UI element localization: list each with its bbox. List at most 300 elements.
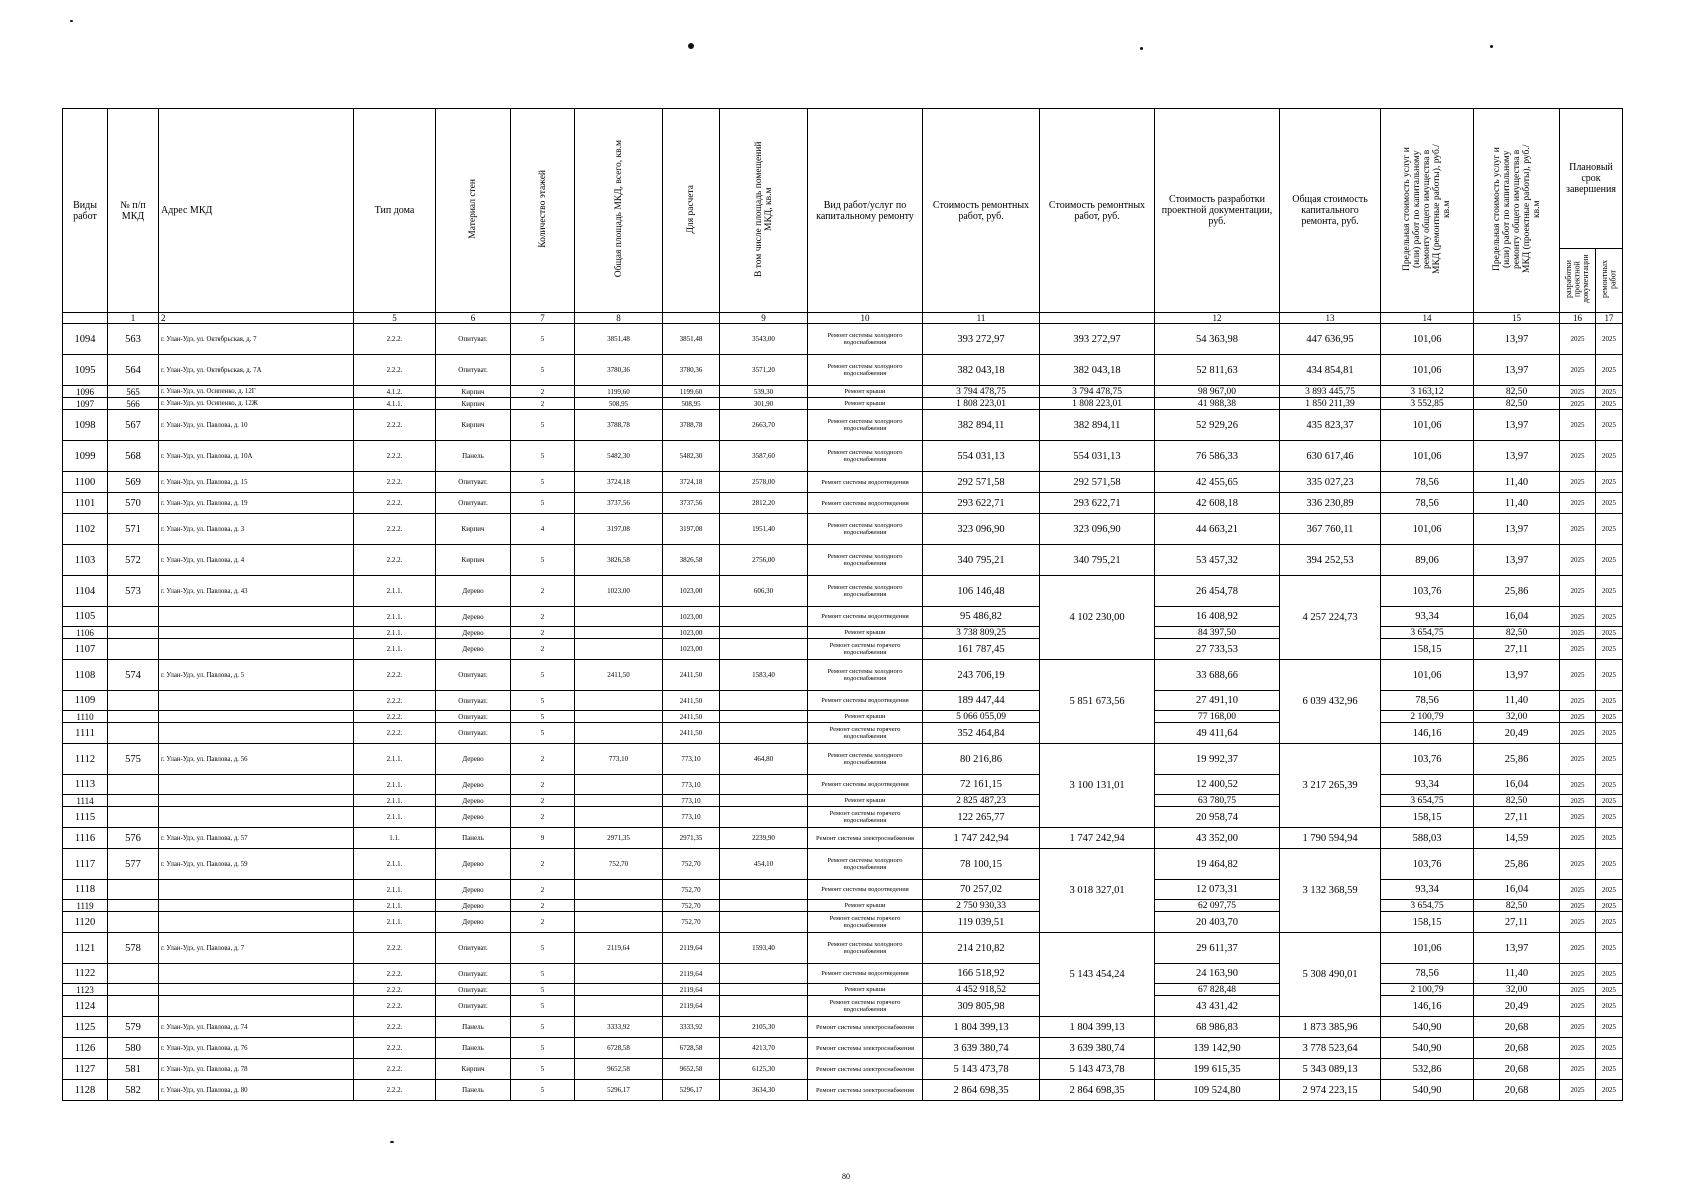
repair-cost-total-cell: 3 639 380,74 bbox=[1040, 1038, 1155, 1059]
wall-material-cell: Дерево bbox=[436, 576, 511, 607]
table-row bbox=[63, 627, 1623, 639]
table-row bbox=[63, 933, 1623, 964]
work-type-cell: Ремонт крыши bbox=[808, 984, 923, 996]
repair-cost-total-cell: 323 096,90 bbox=[1040, 514, 1155, 545]
premises-area-cell bbox=[720, 607, 808, 627]
work-number-cell: 1119 bbox=[63, 900, 108, 912]
work-type-cell: Ремонт крыши bbox=[808, 398, 923, 410]
floors-cell: 5 bbox=[511, 1080, 575, 1101]
total-area-cell bbox=[575, 775, 663, 795]
design-cost-cell: 43 352,00 bbox=[1155, 828, 1280, 849]
repair-limit-cell: 540,90 bbox=[1381, 1080, 1474, 1101]
calc-area-cell: 773,10 bbox=[663, 744, 720, 775]
design-limit-cell: 11,40 bbox=[1474, 964, 1560, 984]
repair-deadline-cell: 2025 bbox=[1596, 1017, 1623, 1038]
repair-cost-total-cell: 340 795,21 bbox=[1040, 545, 1155, 576]
wall-material-cell: Дерево bbox=[436, 775, 511, 795]
address-cell: г. Улан-Удэ, ул. Осипенко, д. 12Г bbox=[159, 386, 354, 398]
scan-speck bbox=[1490, 45, 1493, 48]
total-cost-cell: 630 617,46 bbox=[1280, 441, 1381, 472]
table-row bbox=[63, 1017, 1623, 1038]
address-cell bbox=[159, 996, 354, 1017]
repair-limit-cell: 146,16 bbox=[1381, 723, 1474, 744]
design-deadline-cell: 2025 bbox=[1560, 744, 1596, 775]
work-number-cell: 1120 bbox=[63, 912, 108, 933]
wall-material-cell: Дерево bbox=[436, 807, 511, 828]
design-deadline-cell: 2025 bbox=[1560, 1017, 1596, 1038]
design-limit-cell: 16,04 bbox=[1474, 607, 1560, 627]
building-number-cell: 570 bbox=[108, 493, 159, 514]
work-type-cell: Ремонт системы холодного водоснабжения bbox=[808, 576, 923, 607]
building-number-cell bbox=[108, 691, 159, 711]
wall-material-cell: Опитуват. bbox=[436, 984, 511, 996]
total-cost-cell: 394 252,53 bbox=[1280, 545, 1381, 576]
table-row bbox=[63, 660, 1623, 691]
floors-cell: 5 bbox=[511, 545, 575, 576]
calc-area-cell: 2119,64 bbox=[663, 984, 720, 996]
calc-area-cell: 5482,30 bbox=[663, 441, 720, 472]
total-area-cell: 3826,58 bbox=[575, 545, 663, 576]
design-cost-cell: 109 524,80 bbox=[1155, 1080, 1280, 1101]
repair-deadline-cell: 2025 bbox=[1596, 1038, 1623, 1059]
total-cost-cell: 3 217 265,39 bbox=[1280, 744, 1381, 828]
house-type-cell: 4.1.1. bbox=[354, 398, 436, 410]
address-cell bbox=[159, 627, 354, 639]
premises-area-cell bbox=[720, 984, 808, 996]
work-type-cell: Ремонт системы горячего водоснабжения bbox=[808, 912, 923, 933]
header-cell: ремонтных работ bbox=[1596, 249, 1623, 313]
address-cell: г. Улан-Удэ, ул. Павлова, д. 76 bbox=[159, 1038, 354, 1059]
work-number-cell: 1118 bbox=[63, 880, 108, 900]
calc-area-cell: 1023,00 bbox=[663, 576, 720, 607]
design-cost-cell: 42 608,18 bbox=[1155, 493, 1280, 514]
design-deadline-cell: 2025 bbox=[1560, 933, 1596, 964]
table-row bbox=[63, 691, 1623, 711]
repair-cost-cell: 1 804 399,13 bbox=[923, 1017, 1040, 1038]
floors-cell: 4 bbox=[511, 514, 575, 545]
building-number-cell: 576 bbox=[108, 828, 159, 849]
work-number-cell: 1095 bbox=[63, 355, 108, 386]
premises-area-cell bbox=[720, 691, 808, 711]
design-deadline-cell: 2025 bbox=[1560, 398, 1596, 410]
address-cell bbox=[159, 691, 354, 711]
design-deadline-cell: 2025 bbox=[1560, 545, 1596, 576]
floors-cell: 5 bbox=[511, 1017, 575, 1038]
repair-cost-cell: 323 096,90 bbox=[923, 514, 1040, 545]
design-cost-cell: 199 615,35 bbox=[1155, 1059, 1280, 1080]
repair-limit-cell: 93,34 bbox=[1381, 775, 1474, 795]
design-cost-cell: 54 363,98 bbox=[1155, 324, 1280, 355]
wall-material-cell: Опитуват. bbox=[436, 493, 511, 514]
repair-cost-cell: 80 216,86 bbox=[923, 744, 1040, 775]
index-cell: 10 bbox=[808, 313, 923, 324]
work-type-cell: Ремонт крыши bbox=[808, 900, 923, 912]
design-limit-cell: 82,50 bbox=[1474, 386, 1560, 398]
repair-cost-total-cell: 5 143 454,24 bbox=[1040, 933, 1155, 1017]
repair-cost-total-cell: 5 851 673,56 bbox=[1040, 660, 1155, 744]
premises-area-cell: 2105,30 bbox=[720, 1017, 808, 1038]
design-cost-cell: 19 992,37 bbox=[1155, 744, 1280, 775]
total-area-cell: 5296,17 bbox=[575, 1080, 663, 1101]
table-row bbox=[63, 324, 1623, 355]
wall-material-cell: Кирпич bbox=[436, 398, 511, 410]
repair-cost-cell: 5 066 055,09 bbox=[923, 711, 1040, 723]
header-cell: Количество этажей bbox=[511, 109, 575, 313]
wall-material-cell: Опитуват. bbox=[436, 933, 511, 964]
repair-cost-cell: 166 518,92 bbox=[923, 964, 1040, 984]
header-cell: Стоимость ремонтных работ, руб. bbox=[923, 109, 1040, 313]
work-type-cell: Ремонт системы водоотведения bbox=[808, 607, 923, 627]
address-cell: г. Улан-Удэ, ул. Павлова, д. 78 bbox=[159, 1059, 354, 1080]
floors-cell: 2 bbox=[511, 607, 575, 627]
design-cost-cell: 24 163,90 bbox=[1155, 964, 1280, 984]
wall-material-cell: Панель bbox=[436, 1017, 511, 1038]
building-number-cell: 563 bbox=[108, 324, 159, 355]
building-number-cell bbox=[108, 775, 159, 795]
design-deadline-cell: 2025 bbox=[1560, 775, 1596, 795]
design-deadline-cell: 2025 bbox=[1560, 355, 1596, 386]
building-number-cell: 580 bbox=[108, 1038, 159, 1059]
repair-deadline-cell: 2025 bbox=[1596, 545, 1623, 576]
calc-area-cell: 3333,92 bbox=[663, 1017, 720, 1038]
repair-cost-cell: 309 805,98 bbox=[923, 996, 1040, 1017]
wall-material-cell: Кирпич bbox=[436, 1059, 511, 1080]
work-type-cell: Ремонт системы холодного водоснабжения bbox=[808, 849, 923, 880]
table-row bbox=[63, 775, 1623, 795]
wall-material-cell: Кирпич bbox=[436, 386, 511, 398]
repair-deadline-cell: 2025 bbox=[1596, 723, 1623, 744]
design-deadline-cell: 2025 bbox=[1560, 410, 1596, 441]
design-limit-cell: 13,97 bbox=[1474, 514, 1560, 545]
address-cell bbox=[159, 723, 354, 744]
floors-cell: 2 bbox=[511, 795, 575, 807]
work-number-cell: 1121 bbox=[63, 933, 108, 964]
house-type-cell: 2.2.2. bbox=[354, 514, 436, 545]
page-number: 80 bbox=[842, 1172, 850, 1181]
calc-area-cell: 6728,58 bbox=[663, 1038, 720, 1059]
header-cell: В том числе площадь помещений МКД, кв.м bbox=[720, 109, 808, 313]
address-cell bbox=[159, 607, 354, 627]
floors-cell: 2 bbox=[511, 398, 575, 410]
work-number-cell: 1112 bbox=[63, 744, 108, 775]
repair-cost-total-cell: 1 804 399,13 bbox=[1040, 1017, 1155, 1038]
work-type-cell: Ремонт системы горячего водоснабжения bbox=[808, 807, 923, 828]
building-number-cell: 571 bbox=[108, 514, 159, 545]
repair-limit-cell: 540,90 bbox=[1381, 1038, 1474, 1059]
total-cost-cell: 1 790 594,94 bbox=[1280, 828, 1381, 849]
work-type-cell: Ремонт системы холодного водоснабжения bbox=[808, 441, 923, 472]
calc-area-cell: 1199,60 bbox=[663, 386, 720, 398]
floors-cell: 5 bbox=[511, 472, 575, 493]
repair-cost-total-cell: 292 571,58 bbox=[1040, 472, 1155, 493]
repair-limit-cell: 93,34 bbox=[1381, 880, 1474, 900]
work-number-cell: 1116 bbox=[63, 828, 108, 849]
floors-cell: 5 bbox=[511, 996, 575, 1017]
index-cell: 7 bbox=[511, 313, 575, 324]
house-type-cell: 1.1. bbox=[354, 828, 436, 849]
address-cell: г. Улан-Удэ, ул. Павлова, д. 43 bbox=[159, 576, 354, 607]
design-deadline-cell: 2025 bbox=[1560, 828, 1596, 849]
work-number-cell: 1124 bbox=[63, 996, 108, 1017]
total-cost-cell: 4 257 224,73 bbox=[1280, 576, 1381, 660]
design-deadline-cell: 2025 bbox=[1560, 514, 1596, 545]
floors-cell: 2 bbox=[511, 639, 575, 660]
address-cell: г. Улан-Удэ, ул. Павлова, д. 56 bbox=[159, 744, 354, 775]
building-number-cell bbox=[108, 996, 159, 1017]
work-number-cell: 1097 bbox=[63, 398, 108, 410]
table-row bbox=[63, 723, 1623, 744]
building-number-cell bbox=[108, 880, 159, 900]
repair-cost-cell: 3 639 380,74 bbox=[923, 1038, 1040, 1059]
design-cost-cell: 26 454,78 bbox=[1155, 576, 1280, 607]
total-area-cell bbox=[575, 607, 663, 627]
wall-material-cell: Дерево bbox=[436, 900, 511, 912]
design-limit-cell: 27,11 bbox=[1474, 639, 1560, 660]
building-number-cell bbox=[108, 900, 159, 912]
house-type-cell: 2.1.1. bbox=[354, 775, 436, 795]
header-cell: № п/п МКД bbox=[108, 109, 159, 313]
premises-area-cell: 2812,20 bbox=[720, 493, 808, 514]
design-cost-cell: 62 097,75 bbox=[1155, 900, 1280, 912]
repair-limit-cell: 78,56 bbox=[1381, 493, 1474, 514]
repair-deadline-cell: 2025 bbox=[1596, 472, 1623, 493]
address-cell bbox=[159, 775, 354, 795]
total-cost-cell: 1 850 211,39 bbox=[1280, 398, 1381, 410]
wall-material-cell: Опитуват. bbox=[436, 711, 511, 723]
repair-deadline-cell: 2025 bbox=[1596, 355, 1623, 386]
design-limit-cell: 25,86 bbox=[1474, 576, 1560, 607]
work-number-cell: 1105 bbox=[63, 607, 108, 627]
building-number-cell: 572 bbox=[108, 545, 159, 576]
repair-limit-cell: 3 163,12 bbox=[1381, 386, 1474, 398]
repair-cost-total-cell: 393 272,97 bbox=[1040, 324, 1155, 355]
table-row bbox=[63, 1080, 1623, 1101]
repair-cost-cell: 78 100,15 bbox=[923, 849, 1040, 880]
design-deadline-cell: 2025 bbox=[1560, 576, 1596, 607]
index-cell: 6 bbox=[436, 313, 511, 324]
repair-deadline-cell: 2025 bbox=[1596, 576, 1623, 607]
design-limit-cell: 11,40 bbox=[1474, 472, 1560, 493]
floors-cell: 2 bbox=[511, 900, 575, 912]
calc-area-cell: 752,70 bbox=[663, 849, 720, 880]
total-area-cell: 5482,30 bbox=[575, 441, 663, 472]
address-cell: г. Улан-Удэ, ул. Октябрьская, д. 7 bbox=[159, 324, 354, 355]
repair-deadline-cell: 2025 bbox=[1596, 324, 1623, 355]
premises-area-cell bbox=[720, 807, 808, 828]
floors-cell: 5 bbox=[511, 493, 575, 514]
design-deadline-cell: 2025 bbox=[1560, 880, 1596, 900]
building-number-cell: 574 bbox=[108, 660, 159, 691]
header-cell: Стоимость ремонтных работ, руб. bbox=[1040, 109, 1155, 313]
repair-deadline-cell: 2025 bbox=[1596, 691, 1623, 711]
design-deadline-cell: 2025 bbox=[1560, 607, 1596, 627]
total-area-cell: 2119,64 bbox=[575, 933, 663, 964]
address-cell: г. Улан-Удэ, ул. Павлова, д. 57 bbox=[159, 828, 354, 849]
repair-limit-cell: 101,06 bbox=[1381, 660, 1474, 691]
repair-deadline-cell: 2025 bbox=[1596, 775, 1623, 795]
table-row bbox=[63, 1059, 1623, 1080]
address-cell: г. Улан-Удэ, ул. Павлова, д. 4 bbox=[159, 545, 354, 576]
table-row bbox=[63, 576, 1623, 607]
premises-area-cell bbox=[720, 900, 808, 912]
work-type-cell: Ремонт системы холодного водоснабжения bbox=[808, 410, 923, 441]
floors-cell: 5 bbox=[511, 691, 575, 711]
house-type-cell: 2.2.2. bbox=[354, 1038, 436, 1059]
house-type-cell: 2.2.2. bbox=[354, 1017, 436, 1038]
design-cost-cell: 52 811,63 bbox=[1155, 355, 1280, 386]
design-cost-cell: 20 958,74 bbox=[1155, 807, 1280, 828]
calc-area-cell: 2411,50 bbox=[663, 723, 720, 744]
floors-cell: 9 bbox=[511, 828, 575, 849]
total-cost-cell: 5 308 490,01 bbox=[1280, 933, 1381, 1017]
work-number-cell: 1114 bbox=[63, 795, 108, 807]
building-number-cell bbox=[108, 807, 159, 828]
header-cell: Виды работ bbox=[63, 109, 108, 313]
repair-deadline-cell: 2025 bbox=[1596, 795, 1623, 807]
repair-cost-cell: 214 210,82 bbox=[923, 933, 1040, 964]
design-cost-cell: 42 455,65 bbox=[1155, 472, 1280, 493]
house-type-cell: 2.1.1. bbox=[354, 795, 436, 807]
design-cost-cell: 29 611,37 bbox=[1155, 933, 1280, 964]
design-deadline-cell: 2025 bbox=[1560, 493, 1596, 514]
design-limit-cell: 11,40 bbox=[1474, 691, 1560, 711]
wall-material-cell: Дерево bbox=[436, 627, 511, 639]
house-type-cell: 2.1.1. bbox=[354, 880, 436, 900]
total-area-cell: 2971,35 bbox=[575, 828, 663, 849]
work-number-cell: 1096 bbox=[63, 386, 108, 398]
calc-area-cell: 9652,58 bbox=[663, 1059, 720, 1080]
table-row bbox=[63, 912, 1623, 933]
work-type-cell: Ремонт системы электроснабжения bbox=[808, 828, 923, 849]
total-area-cell bbox=[575, 639, 663, 660]
work-type-cell: Ремонт системы холодного водоснабжения bbox=[808, 660, 923, 691]
calc-area-cell: 2411,50 bbox=[663, 691, 720, 711]
work-type-cell: Ремонт системы электроснабжения bbox=[808, 1059, 923, 1080]
total-area-cell: 1023,00 bbox=[575, 576, 663, 607]
repair-deadline-cell: 2025 bbox=[1596, 964, 1623, 984]
repair-limit-cell: 103,76 bbox=[1381, 576, 1474, 607]
premises-area-cell: 6125,30 bbox=[720, 1059, 808, 1080]
floors-cell: 5 bbox=[511, 355, 575, 386]
repair-deadline-cell: 2025 bbox=[1596, 386, 1623, 398]
repair-cost-cell: 70 257,02 bbox=[923, 880, 1040, 900]
table-row bbox=[63, 984, 1623, 996]
repair-cost-cell: 2 750 930,33 bbox=[923, 900, 1040, 912]
design-cost-cell: 27 491,10 bbox=[1155, 691, 1280, 711]
work-number-cell: 1111 bbox=[63, 723, 108, 744]
total-area-cell bbox=[575, 691, 663, 711]
address-cell: г. Улан-Удэ, ул. Павлова, д. 10 bbox=[159, 410, 354, 441]
repair-limit-cell: 540,90 bbox=[1381, 1017, 1474, 1038]
house-type-cell: 2.2.2. bbox=[354, 660, 436, 691]
building-number-cell: 578 bbox=[108, 933, 159, 964]
design-deadline-cell: 2025 bbox=[1560, 964, 1596, 984]
design-cost-cell: 77 168,00 bbox=[1155, 711, 1280, 723]
premises-area-cell: 3571,20 bbox=[720, 355, 808, 386]
work-number-cell: 1122 bbox=[63, 964, 108, 984]
header-cell: Общая стоимость капитального ремонта, руб. bbox=[1280, 109, 1381, 313]
house-type-cell: 2.1.1. bbox=[354, 744, 436, 775]
work-number-cell: 1099 bbox=[63, 441, 108, 472]
repair-cost-total-cell: 4 102 230,00 bbox=[1040, 576, 1155, 660]
building-number-cell bbox=[108, 627, 159, 639]
design-limit-cell: 27,11 bbox=[1474, 912, 1560, 933]
address-cell bbox=[159, 964, 354, 984]
repair-cost-cell: 3 738 809,25 bbox=[923, 627, 1040, 639]
house-type-cell: 2.1.1. bbox=[354, 807, 436, 828]
floors-cell: 5 bbox=[511, 1059, 575, 1080]
floors-cell: 2 bbox=[511, 627, 575, 639]
address-cell bbox=[159, 807, 354, 828]
repair-cost-cell: 5 143 473,78 bbox=[923, 1059, 1040, 1080]
building-number-cell: 573 bbox=[108, 576, 159, 607]
header-cell: Предельная стоимость услуг и (или) работ по капитальному ремонту общего имущества в МКД (ремонтные работы), руб./кв.м bbox=[1381, 109, 1474, 313]
repair-limit-cell: 158,15 bbox=[1381, 639, 1474, 660]
header-cell: Стоимость разработки проектной документации, руб. bbox=[1155, 109, 1280, 313]
wall-material-cell: Панель bbox=[436, 441, 511, 472]
table-row bbox=[63, 744, 1623, 775]
repair-cost-cell: 95 486,82 bbox=[923, 607, 1040, 627]
design-cost-cell: 27 733,53 bbox=[1155, 639, 1280, 660]
design-cost-cell: 16 408,92 bbox=[1155, 607, 1280, 627]
repair-deadline-cell: 2025 bbox=[1596, 639, 1623, 660]
floors-cell: 2 bbox=[511, 386, 575, 398]
calc-area-cell: 752,70 bbox=[663, 880, 720, 900]
repair-limit-cell: 532,86 bbox=[1381, 1059, 1474, 1080]
wall-material-cell: Опитуват. bbox=[436, 996, 511, 1017]
premises-area-cell bbox=[720, 711, 808, 723]
design-limit-cell: 32,00 bbox=[1474, 711, 1560, 723]
work-type-cell: Ремонт крыши bbox=[808, 795, 923, 807]
building-number-cell bbox=[108, 723, 159, 744]
index-cell bbox=[663, 313, 720, 324]
header-cell: Общая площадь МКД, всего, кв.м bbox=[575, 109, 663, 313]
wall-material-cell: Опитуват. bbox=[436, 660, 511, 691]
total-area-cell: 1199,60 bbox=[575, 386, 663, 398]
design-limit-cell: 13,97 bbox=[1474, 660, 1560, 691]
address-cell: г. Улан-Удэ, ул. Октябрьская, д. 7А bbox=[159, 355, 354, 386]
repair-cost-cell: 3 794 478,75 bbox=[923, 386, 1040, 398]
repair-limit-cell: 101,06 bbox=[1381, 441, 1474, 472]
total-cost-cell: 2 974 223,15 bbox=[1280, 1080, 1381, 1101]
floors-cell: 5 bbox=[511, 933, 575, 964]
work-number-cell: 1106 bbox=[63, 627, 108, 639]
address-cell bbox=[159, 900, 354, 912]
repair-deadline-cell: 2025 bbox=[1596, 912, 1623, 933]
work-number-cell: 1107 bbox=[63, 639, 108, 660]
wall-material-cell: Панель bbox=[436, 828, 511, 849]
house-type-cell: 2.1.1. bbox=[354, 607, 436, 627]
work-type-cell: Ремонт системы горячего водоснабжения bbox=[808, 639, 923, 660]
index-cell bbox=[63, 313, 108, 324]
wall-material-cell: Опитуват. bbox=[436, 691, 511, 711]
repair-cost-cell: 393 272,97 bbox=[923, 324, 1040, 355]
design-limit-cell: 11,40 bbox=[1474, 493, 1560, 514]
design-deadline-cell: 2025 bbox=[1560, 912, 1596, 933]
header-row bbox=[63, 109, 1623, 249]
design-cost-cell: 43 431,42 bbox=[1155, 996, 1280, 1017]
repair-limit-cell: 101,06 bbox=[1381, 514, 1474, 545]
floors-cell: 5 bbox=[511, 410, 575, 441]
premises-area-cell: 1593,40 bbox=[720, 933, 808, 964]
repair-cost-total-cell: 293 622,71 bbox=[1040, 493, 1155, 514]
repair-limit-cell: 2 100,79 bbox=[1381, 711, 1474, 723]
repair-limit-cell: 103,76 bbox=[1381, 849, 1474, 880]
premises-area-cell: 2663,70 bbox=[720, 410, 808, 441]
design-deadline-cell: 2025 bbox=[1560, 639, 1596, 660]
wall-material-cell: Панель bbox=[436, 1080, 511, 1101]
repair-cost-total-cell: 554 031,13 bbox=[1040, 441, 1155, 472]
